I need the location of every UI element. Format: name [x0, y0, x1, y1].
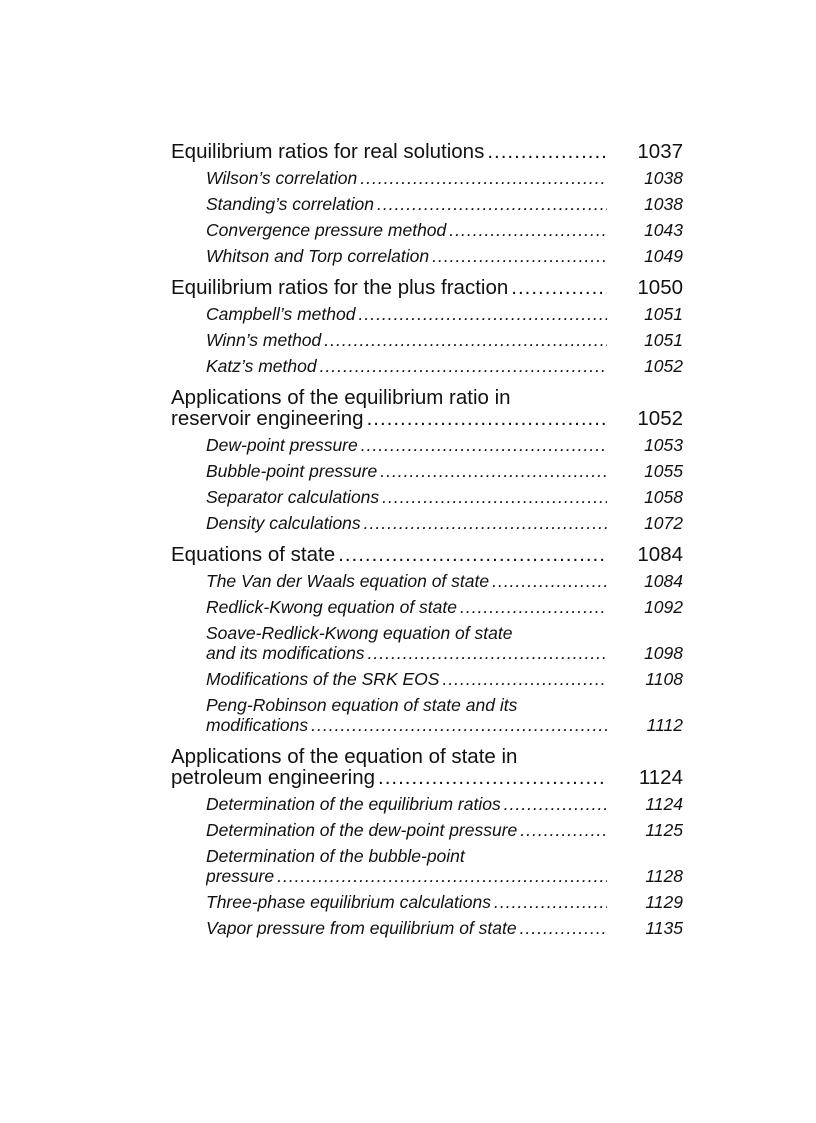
dot-leader	[274, 866, 607, 886]
entry-title: Standing’s correlation	[206, 194, 374, 214]
entry-title: Campbell’s method	[206, 304, 356, 324]
dot-leader	[357, 168, 607, 188]
page-number: 1072	[644, 513, 683, 533]
section-title-line1: Applications of the equilibrium ratio in	[171, 386, 511, 409]
toc-entry[interactable]	[171, 695, 691, 735]
page-number: 1049	[644, 246, 683, 266]
toc-section-heading[interactable]	[171, 274, 691, 298]
toc-section	[171, 138, 691, 266]
toc-section	[171, 743, 691, 938]
table-of-contents	[171, 138, 691, 946]
entry-title: The Van der Waals equation of state	[206, 571, 490, 591]
toc-entry[interactable]	[171, 794, 691, 814]
section-title-line1: Applications of the equation of state in	[171, 745, 518, 768]
entry-title: Wilson’s correlation	[206, 168, 358, 188]
page-number: 1135	[645, 918, 683, 938]
entry-title: Redlick-Kwong equation of state	[206, 597, 457, 617]
dot-leader	[439, 669, 607, 689]
section-title: petroleum engineering	[171, 767, 375, 788]
page-number: 1129	[645, 892, 683, 912]
toc-entry[interactable]	[171, 623, 691, 663]
dot-leader	[377, 461, 607, 481]
toc-entry[interactable]	[171, 246, 691, 266]
toc-entry[interactable]	[171, 356, 691, 376]
dot-leader	[358, 435, 607, 455]
page-number: 1050	[637, 276, 683, 299]
dot-leader	[429, 246, 607, 266]
dot-leader	[379, 487, 607, 507]
entry-title: Vapor pressure from equilibrium of state	[206, 918, 517, 938]
toc-entry[interactable]	[171, 571, 691, 591]
toc-section	[171, 541, 691, 735]
page-number: 1038	[644, 194, 683, 214]
toc-entry[interactable]	[171, 194, 691, 214]
dot-leader	[374, 194, 607, 214]
toc-entry[interactable]	[171, 597, 691, 617]
dot-leader	[517, 918, 607, 938]
entry-title: Convergence pressure method	[206, 220, 447, 240]
page-number: 1108	[645, 669, 683, 689]
page-number: 1052	[644, 356, 683, 376]
dot-leader	[321, 330, 607, 350]
toc-entry[interactable]	[171, 892, 691, 912]
entry-title: Three-phase equilibrium calculations	[206, 892, 492, 912]
page-number: 1084	[637, 543, 683, 566]
dot-leader	[355, 304, 607, 324]
toc-entry[interactable]	[171, 330, 691, 350]
entry-title: modifications	[206, 715, 309, 735]
dot-leader	[335, 544, 607, 565]
dot-leader	[508, 277, 607, 298]
toc-entry[interactable]	[171, 820, 691, 840]
entry-title-line1: Soave-Redlick-Kwong equation of state	[206, 623, 513, 643]
dot-leader	[484, 141, 607, 162]
page-number: 1098	[644, 643, 683, 663]
section-title: reservoir engineering	[171, 408, 364, 429]
dot-leader	[489, 571, 607, 591]
entry-title-line1: Determination of the bubble-point	[206, 846, 465, 866]
page-number: 1037	[637, 140, 683, 163]
section-title: Equations of state	[171, 544, 336, 565]
page-number: 1125	[645, 820, 683, 840]
dot-leader	[517, 820, 607, 840]
dot-leader	[446, 220, 607, 240]
toc-entry[interactable]	[171, 461, 691, 481]
dot-leader	[457, 597, 607, 617]
entry-title: Whitson and Torp correlation	[206, 246, 430, 266]
entry-title: Bubble-point pressure	[206, 461, 378, 481]
entry-title: and its modifications	[206, 643, 365, 663]
entry-title: Modifications of the SRK EOS	[206, 669, 440, 689]
dot-leader	[317, 356, 607, 376]
page-number: 1053	[644, 435, 683, 455]
page-number: 1124	[638, 766, 683, 789]
page-number: 1038	[644, 168, 683, 188]
entry-title: Dew-point pressure	[206, 435, 358, 455]
dot-leader	[308, 715, 607, 735]
dot-leader	[375, 767, 607, 788]
entry-title: Separator calculations	[206, 487, 380, 507]
toc-entry[interactable]	[171, 220, 691, 240]
entry-title: Determination of the dew-point pressure	[206, 820, 518, 840]
dot-leader	[365, 643, 607, 663]
toc-section-heading[interactable]	[171, 138, 691, 162]
page-number: 1052	[637, 407, 683, 430]
entry-title: pressure	[206, 866, 275, 886]
toc-entry[interactable]	[171, 669, 691, 689]
entry-title: Winn’s method	[206, 330, 322, 350]
page-number: 1051	[644, 304, 683, 324]
page-number: 1058	[644, 487, 683, 507]
toc-section-heading[interactable]	[171, 743, 691, 788]
dot-leader	[491, 892, 607, 912]
page-number: 1084	[644, 571, 683, 591]
dot-leader	[364, 408, 607, 429]
page-number: 1051	[644, 330, 683, 350]
entry-title: Determination of the equilibrium ratios	[206, 794, 501, 814]
entry-title: Katz’s method	[206, 356, 317, 376]
toc-entry[interactable]	[171, 846, 691, 886]
page-number: 1043	[644, 220, 683, 240]
toc-entry[interactable]	[171, 304, 691, 324]
entry-title-line1: Peng-Robinson equation of state and its	[206, 695, 518, 715]
section-title: Equilibrium ratios for real solutions	[171, 141, 485, 162]
toc-entry[interactable]	[171, 487, 691, 507]
entry-title: Density calculations	[206, 513, 361, 533]
page-number: 1128	[645, 866, 683, 886]
toc-entry[interactable]	[171, 168, 691, 188]
toc-section-heading[interactable]	[171, 384, 691, 429]
dot-leader	[501, 794, 607, 814]
toc-entry[interactable]	[171, 513, 691, 533]
toc-section	[171, 274, 691, 376]
page-number: 1092	[644, 597, 683, 617]
toc-section	[171, 384, 691, 533]
toc-section-heading[interactable]	[171, 541, 691, 565]
page-number: 1124	[645, 794, 683, 814]
toc-entry[interactable]	[171, 918, 691, 938]
section-title: Equilibrium ratios for the plus fraction	[171, 277, 509, 298]
dot-leader	[361, 513, 607, 533]
toc-entry[interactable]	[171, 435, 691, 455]
page-number: 1055	[644, 461, 683, 481]
page-number: 1112	[646, 715, 683, 735]
